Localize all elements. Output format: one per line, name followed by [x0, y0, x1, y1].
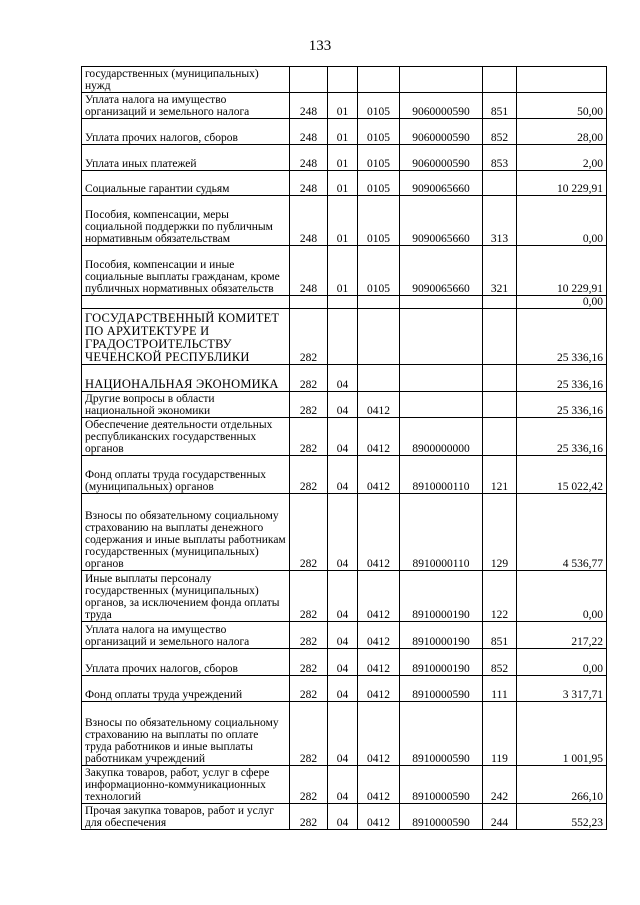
- cell-name: Закупка товаров, работ, услуг в сфере информационно-коммуникационных технологий: [82, 766, 290, 804]
- table-row: [82, 365, 607, 392]
- cell-expense-type-code: [483, 365, 517, 392]
- cell-name: Уплата налога на имущество организаций и земельного налога: [82, 622, 290, 649]
- cell-name: Обеспечение деятельности отдельных республиканских государственных органов: [82, 418, 290, 456]
- cell-ministry-code: 282: [290, 456, 328, 494]
- table-row: [82, 246, 607, 296]
- cell-ministry-code: 248: [290, 145, 328, 171]
- cell-section-code: 01: [328, 196, 358, 246]
- cell-expense-type-code: 853: [483, 145, 517, 171]
- cell-expense-type-code: 321: [483, 246, 517, 296]
- cell-expense-type-code: 313: [483, 196, 517, 246]
- cell-amount: 50,00: [517, 93, 607, 119]
- table-row: [82, 766, 607, 804]
- cell-target-code: [400, 67, 483, 93]
- cell-section-code: 01: [328, 145, 358, 171]
- cell-subsection-code: 0105: [358, 196, 400, 246]
- cell-target-code: 8910000190: [400, 622, 483, 649]
- cell-name: Фонд оплаты труда учреждений: [82, 676, 290, 702]
- cell-name: НАЦИОНАЛЬНАЯ ЭКОНОМИКА: [82, 365, 290, 392]
- cell-ministry-code: 248: [290, 171, 328, 196]
- cell-section-code: 04: [328, 649, 358, 676]
- cell-name: Уплата иных платежей: [82, 145, 290, 171]
- cell-target-code: 9090065660: [400, 196, 483, 246]
- cell-name: Уплата прочих налогов, сборов: [82, 649, 290, 676]
- cell-expense-type-code: [483, 418, 517, 456]
- cell-ministry-code: 282: [290, 622, 328, 649]
- cell-ministry-code: 282: [290, 649, 328, 676]
- cell-amount: 0,00: [517, 296, 607, 309]
- cell-subsection-code: 0412: [358, 392, 400, 418]
- cell-ministry-code: 282: [290, 309, 328, 365]
- table-row: [82, 93, 607, 119]
- cell-amount: 25 336,16: [517, 365, 607, 392]
- cell-expense-type-code: [483, 67, 517, 93]
- cell-target-code: [400, 296, 483, 309]
- cell-expense-type-code: 122: [483, 571, 517, 622]
- cell-amount: 25 336,16: [517, 392, 607, 418]
- table-row: [82, 676, 607, 702]
- cell-ministry-code: 282: [290, 392, 328, 418]
- cell-subsection-code: 0412: [358, 571, 400, 622]
- table-row: [82, 804, 607, 830]
- cell-subsection-code: 0412: [358, 766, 400, 804]
- cell-subsection-code: 0412: [358, 494, 400, 571]
- cell-expense-type-code: 111: [483, 676, 517, 702]
- cell-subsection-code: 0105: [358, 171, 400, 196]
- cell-section-code: 04: [328, 804, 358, 830]
- cell-subsection-code: [358, 67, 400, 93]
- table-row: [82, 494, 607, 571]
- cell-target-code: 8900000000: [400, 418, 483, 456]
- cell-subsection-code: 0412: [358, 676, 400, 702]
- cell-name: ГОСУДАРСТВЕННЫЙ КОМИТЕТ ПО АРХИТЕКТУРЕ И ГРАДОСТРОИТЕЛЬСТВУ ЧЕЧЕНСКОЙ РЕСПУБЛИКИ: [82, 309, 290, 365]
- table-row: [82, 309, 607, 365]
- cell-subsection-code: [358, 365, 400, 392]
- cell-expense-type-code: 119: [483, 702, 517, 766]
- cell-target-code: [400, 392, 483, 418]
- cell-ministry-code: 282: [290, 418, 328, 456]
- table-row: [82, 571, 607, 622]
- cell-subsection-code: 0412: [358, 804, 400, 830]
- cell-subsection-code: 0412: [358, 649, 400, 676]
- cell-expense-type-code: 244: [483, 804, 517, 830]
- cell-amount: 0,00: [517, 649, 607, 676]
- cell-target-code: 9090065660: [400, 246, 483, 296]
- cell-name: Пособия, компенсации и иные социальные выплаты гражданам, кроме публичных нормативных обязательств: [82, 246, 290, 296]
- cell-amount: 266,10: [517, 766, 607, 804]
- cell-name: Пособия, компенсации, меры социальной поддержки по публичным нормативным обязательствам: [82, 196, 290, 246]
- cell-ministry-code: 282: [290, 676, 328, 702]
- cell-target-code: 9060000590: [400, 93, 483, 119]
- cell-target-code: 9060000590: [400, 145, 483, 171]
- table-row: [82, 392, 607, 418]
- cell-expense-type-code: 121: [483, 456, 517, 494]
- cell-target-code: 8910000190: [400, 571, 483, 622]
- cell-amount: 2,00: [517, 145, 607, 171]
- table-row: [82, 418, 607, 456]
- cell-target-code: 9060000590: [400, 119, 483, 145]
- cell-subsection-code: 0412: [358, 622, 400, 649]
- cell-subsection-code: 0105: [358, 93, 400, 119]
- cell-section-code: 04: [328, 702, 358, 766]
- cell-section-code: [328, 296, 358, 309]
- cell-target-code: 9090065660: [400, 171, 483, 196]
- cell-subsection-code: 0412: [358, 418, 400, 456]
- cell-expense-type-code: [483, 296, 517, 309]
- cell-ministry-code: 282: [290, 702, 328, 766]
- cell-amount: 0,00: [517, 196, 607, 246]
- page-number: 133: [308, 38, 332, 54]
- cell-target-code: [400, 365, 483, 392]
- cell-name: государственных (муниципальных) нужд: [82, 67, 290, 93]
- cell-target-code: 8910000110: [400, 494, 483, 571]
- cell-expense-type-code: [483, 309, 517, 365]
- cell-section-code: 04: [328, 494, 358, 571]
- table-row: [82, 296, 607, 309]
- table-row: [82, 456, 607, 494]
- cell-name: Взносы по обязательному социальному страхованию на выплаты по оплате труда работников и иные выплаты работникам учреждений: [82, 702, 290, 766]
- cell-expense-type-code: [483, 392, 517, 418]
- cell-amount: 4 536,77: [517, 494, 607, 571]
- cell-subsection-code: [358, 309, 400, 365]
- cell-ministry-code: [290, 296, 328, 309]
- table-row: [82, 196, 607, 246]
- cell-ministry-code: 282: [290, 494, 328, 571]
- cell-amount: 1 001,95: [517, 702, 607, 766]
- cell-section-code: 04: [328, 456, 358, 494]
- cell-expense-type-code: 852: [483, 119, 517, 145]
- cell-section-code: 04: [328, 622, 358, 649]
- cell-name: Уплата налога на имущество организаций и земельного налога: [82, 93, 290, 119]
- table-row: [82, 119, 607, 145]
- cell-ministry-code: [290, 67, 328, 93]
- cell-target-code: 8910000190: [400, 649, 483, 676]
- table-row: [82, 67, 607, 93]
- cell-expense-type-code: 851: [483, 622, 517, 649]
- cell-name: Взносы по обязательному социальному страхованию на выплаты денежного содержания и иные выплаты работникам государственных (муниципальных) органов: [82, 494, 290, 571]
- cell-target-code: 8910000590: [400, 766, 483, 804]
- cell-section-code: 01: [328, 119, 358, 145]
- cell-target-code: 8910000590: [400, 804, 483, 830]
- cell-subsection-code: [358, 296, 400, 309]
- cell-ministry-code: 248: [290, 93, 328, 119]
- cell-amount: [517, 67, 607, 93]
- cell-section-code: 04: [328, 766, 358, 804]
- cell-expense-type-code: [483, 171, 517, 196]
- cell-expense-type-code: 242: [483, 766, 517, 804]
- cell-name: Фонд оплаты труда государственных (муниципальных) органов: [82, 456, 290, 494]
- cell-name: Иные выплаты персоналу государственных (муниципальных) органов, за исключением фонда оплаты труда: [82, 571, 290, 622]
- cell-expense-type-code: 851: [483, 93, 517, 119]
- cell-name: Социальные гарантии судьям: [82, 171, 290, 196]
- cell-amount: 552,23: [517, 804, 607, 830]
- cell-amount: 217,22: [517, 622, 607, 649]
- table-row: [82, 622, 607, 649]
- cell-ministry-code: 282: [290, 365, 328, 392]
- cell-amount: 28,00: [517, 119, 607, 145]
- cell-section-code: 04: [328, 571, 358, 622]
- cell-section-code: 01: [328, 171, 358, 196]
- cell-ministry-code: 282: [290, 804, 328, 830]
- cell-ministry-code: 282: [290, 766, 328, 804]
- cell-section-code: 01: [328, 93, 358, 119]
- cell-subsection-code: 0105: [358, 119, 400, 145]
- cell-section-code: [328, 67, 358, 93]
- cell-name: Прочая закупка товаров, работ и услуг для обеспечения: [82, 804, 290, 830]
- cell-expense-type-code: 852: [483, 649, 517, 676]
- table-row: [82, 171, 607, 196]
- cell-amount: 0,00: [517, 571, 607, 622]
- cell-section-code: 04: [328, 365, 358, 392]
- cell-section-code: [328, 309, 358, 365]
- cell-name: Уплата прочих налогов, сборов: [82, 119, 290, 145]
- cell-ministry-code: 248: [290, 196, 328, 246]
- cell-subsection-code: 0105: [358, 145, 400, 171]
- table-row: [82, 702, 607, 766]
- cell-name: Другие вопросы в области национальной экономики: [82, 392, 290, 418]
- cell-amount: 10 229,91: [517, 246, 607, 296]
- cell-amount: 25 336,16: [517, 309, 607, 365]
- table-row: [82, 649, 607, 676]
- budget-table: [81, 66, 607, 830]
- cell-amount: 3 317,71: [517, 676, 607, 702]
- table-row: [82, 145, 607, 171]
- cell-ministry-code: 282: [290, 571, 328, 622]
- cell-amount: 25 336,16: [517, 418, 607, 456]
- cell-section-code: 01: [328, 246, 358, 296]
- cell-subsection-code: 0105: [358, 246, 400, 296]
- cell-amount: 15 022,42: [517, 456, 607, 494]
- cell-expense-type-code: 129: [483, 494, 517, 571]
- cell-ministry-code: 248: [290, 119, 328, 145]
- cell-name: [82, 296, 290, 309]
- cell-target-code: 8910000590: [400, 676, 483, 702]
- cell-subsection-code: 0412: [358, 456, 400, 494]
- cell-section-code: 04: [328, 676, 358, 702]
- cell-ministry-code: 248: [290, 246, 328, 296]
- cell-section-code: 04: [328, 392, 358, 418]
- cell-target-code: 8910000590: [400, 702, 483, 766]
- cell-target-code: 8910000110: [400, 456, 483, 494]
- cell-section-code: 04: [328, 418, 358, 456]
- cell-target-code: [400, 309, 483, 365]
- cell-amount: 10 229,91: [517, 171, 607, 196]
- cell-subsection-code: 0412: [358, 702, 400, 766]
